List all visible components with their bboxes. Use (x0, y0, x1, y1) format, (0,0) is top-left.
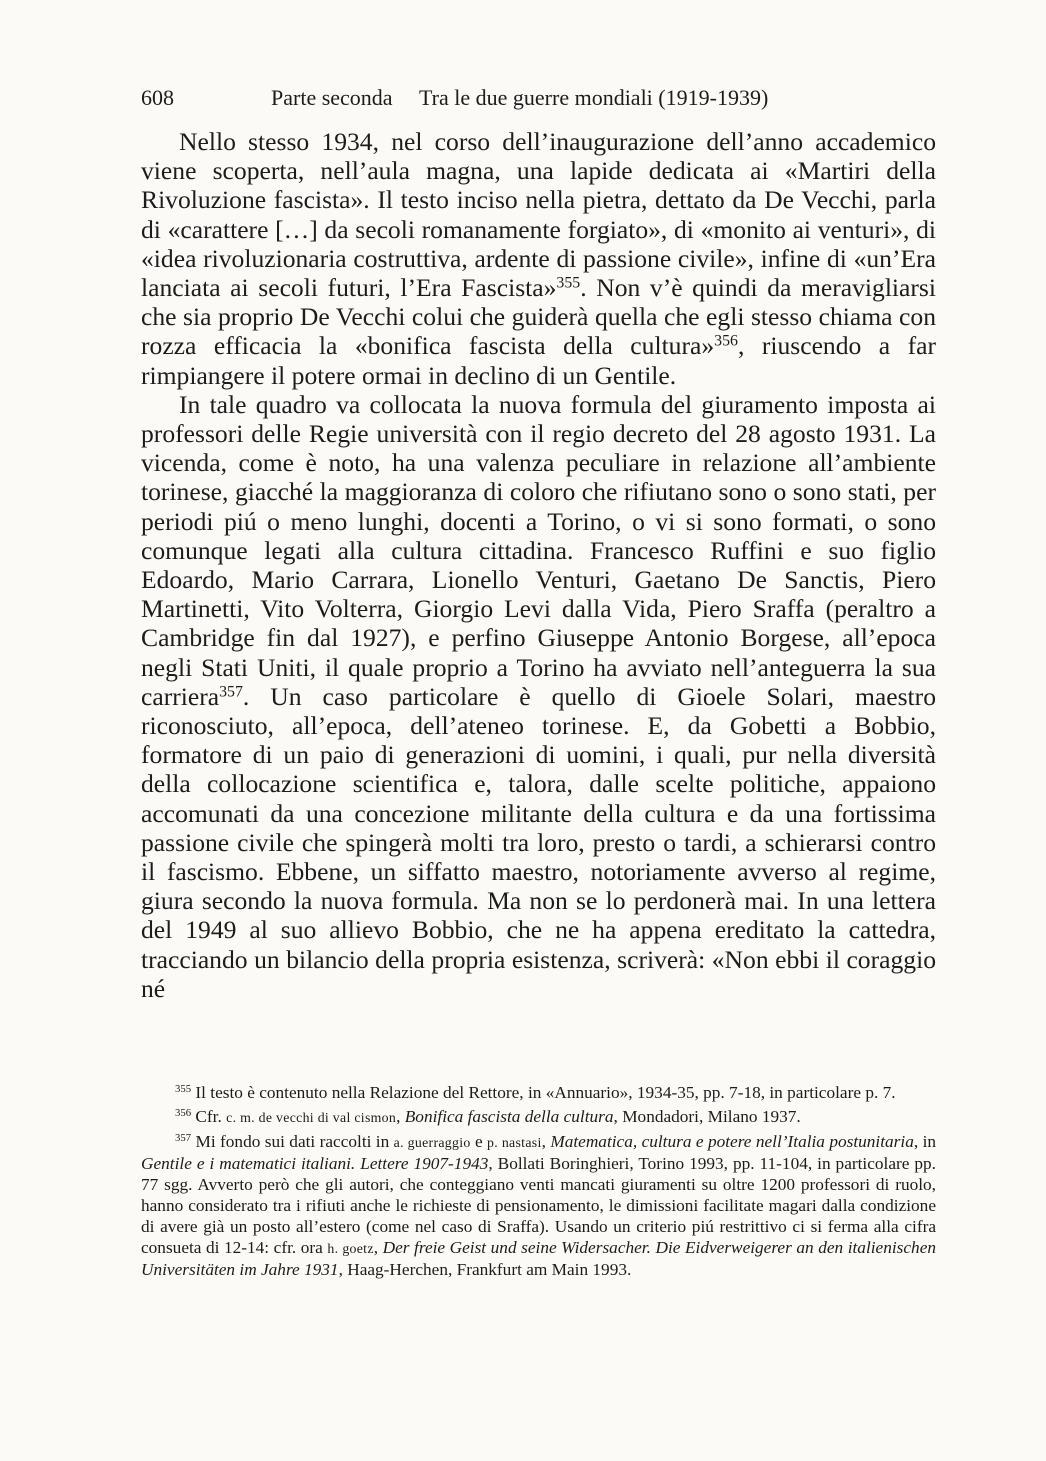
footnote-text: , Mondadori, Milano 1937. (613, 1107, 801, 1126)
footnote-text: , (541, 1132, 551, 1151)
footnote-title: Der freie Geist und seine Widersacher. Die Eidverweigerer an den italienischen Universitäten im Jahre 1931 (141, 1238, 937, 1279)
footnote-text: , Haag-Herchen, Frankfurt am Main 1993. (338, 1260, 632, 1279)
paragraph-1-part-c: , riuscendo a far rimpiangere il potere ormai in declino di un Gentile. (141, 331, 936, 390)
paragraph-1-part-a: Nello stesso 1934, nel corso dell’inaugurazione dell’anno accademico viene scoperta, nell’aula magna, una lapide dedicata ai «Martiri della Rivoluzione fascista». Il testo inciso nella pietra, dettato da De Vecchi, parla di «carattere […] da secoli romanamente forgiato», di «monito ai venturi», di «idea rivoluzionaria costruttiva, ardente di passione civile», infine di «un’Era lanciata ai secoli futuri, l’Era Fascista» (141, 127, 936, 303)
footnote-number: 355 (175, 1083, 192, 1096)
footnote-357 (141, 1131, 936, 1280)
footnote-text: , (373, 1238, 383, 1257)
footnote-number: 356 (175, 1107, 192, 1120)
footnote-355 (141, 1082, 936, 1103)
paragraph-1-part-b: . Non v’è quindi da meravigliarsi che sia proprio De Vecchi colui che guiderà quella che egli stesso chiama con rozza efficacia la «bonifica fascista della cultura» (141, 273, 936, 361)
paragraph-2-part-a: In tale quadro va collocata la nuova formula del giuramento imposta ai professori delle Regie università con il regio decreto del 28 agosto 1931. La vicenda, come è noto, ha una valenza peculiare in relazione all’ambiente torinese, giacché la maggioranza di coloro che rifiutano sono o sono stati, per periodi piú o meno lunghi, docenti a Torino, o vi si sono formati, o sono comunque legati alla cultura cittadina. Francesco Ruffini e suo figlio Edoardo, Mario Carrara, Lionello Venturi, Gaetano De Sanctis, Piero Martinetti, Vito Volterra, Giorgio Levi dalla Vida, Piero Sraffa (peraltro a Cambridge fin dal 1927), e perfino Giuseppe Antonio Borgese, all’epoca negli Stati Uniti, il quale proprio a Torino ha avviato nell’anteguerra la sua carriera (141, 389, 936, 711)
footnote-number: 357 (175, 1132, 192, 1145)
footnote-title: Bonifica fascista della cultura (404, 1107, 614, 1126)
footnote-ref-355[interactable]: 355 (556, 274, 581, 292)
footnote-text: Mi fondo sui dati raccolti in (191, 1132, 394, 1151)
page-number: 608 (141, 85, 174, 110)
part-title: Parte seconda (271, 85, 393, 110)
footnote-text: , in (913, 1132, 937, 1151)
footnote-author: p. nastasi (487, 1135, 542, 1150)
footnote-356 (141, 1106, 936, 1128)
footnote-author: h. goetz (327, 1241, 374, 1256)
footnote-title: Gentile e i matematici italiani. Lettere 1907-1943 (141, 1154, 489, 1173)
footnote-author: c. m. de vecchi di val cismon (226, 1110, 397, 1125)
footnote-ref-356[interactable]: 356 (714, 332, 738, 350)
footnote-text: e (470, 1132, 488, 1151)
footnote-title: Matematica, cultura e potere nell’Italia postunitaria (550, 1132, 914, 1151)
footnotes (141, 1082, 936, 1280)
footnote-text: , (396, 1107, 405, 1126)
footnote-text: Il testo è contenuto nella Relazione del Rettore, in «Annuario», 1934-35, pp. 7-18, in particolare p. 7. (191, 1083, 896, 1102)
chapter-title: Tra le due guerre mondiali (1919-1939) (419, 85, 769, 110)
footnote-text: , Bollati Boringhieri, Torino 1993, pp. 11-104, in particolare pp. 77 sgg. Avverto però che gli autori, che conteggiano venti mancati giuramenti su oltre 1200 professori di ruolo, hanno considerato tra i rifiuti anche le richieste di pensionamento, le dimissioni facilitate magari dalla condizione di avere già un posto all’estero (come nel caso di Sraffa). Usando un criterio piú restrittivo ci si ferma alla cifra consueta di 12-14: cfr. ora (141, 1154, 936, 1257)
paragraph-1 (141, 127, 936, 390)
footnote-text: Cfr. (191, 1107, 227, 1126)
main-text (141, 127, 936, 1003)
footnote-author: a. guerraggio (393, 1135, 471, 1150)
paragraph-2-part-b: . Un caso particolare è quello di Gioele Solari, maestro riconosciuto, all’epoca, dell’ateneo torinese. E, da Gobetti a Bobbio, formatore di un paio di generazioni di uomini, i quali, pur nella diversità della collocazione scientifica e, talora, dalle scelte politiche, appaiono accomunati da una concezione militante della cultura e da una fortissima passione civile che spingerà molti tra loro, presto o tardi, a schierarsi contro il fascismo. Ebbene, un siffatto maestro, notoriamente avverso al regime, giura secondo la nuova formula. Ma non se lo perdonerà mai. In una lettera del 1949 al suo allievo Bobbio, che ne ha appena ereditato la cattedra, tracciando un bilancio della propria esistenza, scriverà: «Non ebbi il coraggio né (141, 681, 936, 1003)
paragraph-2 (141, 390, 936, 1003)
footnote-ref-357[interactable]: 357 (219, 683, 243, 701)
